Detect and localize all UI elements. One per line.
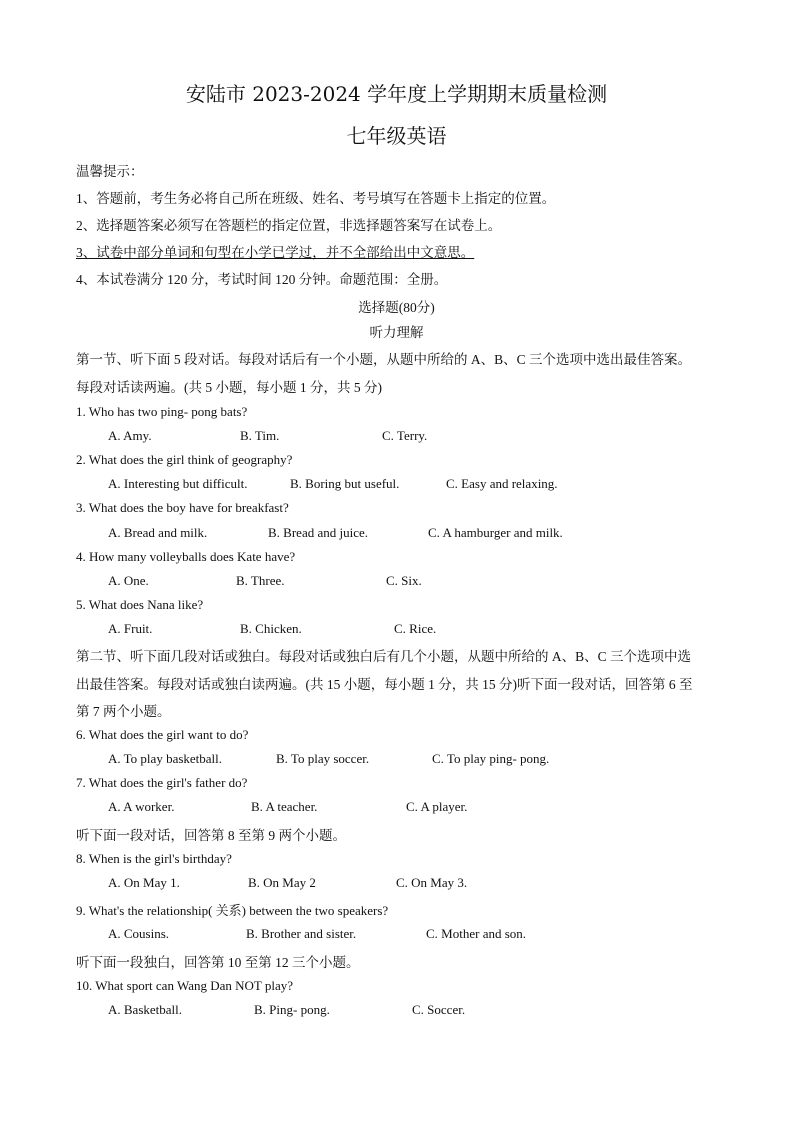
option-b: B. A teacher. xyxy=(251,799,318,814)
option-a: A. Fruit. xyxy=(108,621,153,636)
tip-item: 4、本试卷满分 120 分，考试时间 120 分钟。命题范围：全册。 xyxy=(76,272,448,287)
option-a: A. Cousins. xyxy=(108,926,170,941)
part2-instructions: 第二节、听下面几段对话或独白。每段对话或独白后有几个小题，从题中所给的 A、B、C 三个选项中选 xyxy=(76,649,692,664)
part1-instructions: 每段对话读两遍。(共 5 小题，每小题 1 分，共 5 分) xyxy=(76,380,382,395)
question-text: 2. What does the girl think of geography? xyxy=(76,452,293,467)
option-b: B. Bread and juice. xyxy=(268,525,368,540)
exam-subtitle: 七年级英语 xyxy=(346,124,447,148)
option-c: C. Six. xyxy=(386,573,422,588)
option-b: B. Boring but useful. xyxy=(290,476,400,491)
option-a: A. On May 1. xyxy=(108,875,180,890)
question-text: 8. When is the girl's birthday? xyxy=(76,851,232,866)
option-c: C. Easy and relaxing. xyxy=(446,476,558,491)
listening-note: 听下面一段独白，回答第 10 至第 12 三个小题。 xyxy=(76,955,360,970)
option-c: C. To play ping- pong. xyxy=(432,751,550,766)
part2-instructions: 出最佳答案。每段对话或独白读两遍。(共 15 小题，每小题 1 分，共 15 分)听下面一段对话，回答第 6 至 xyxy=(76,677,693,692)
tips-heading: 温馨提示： xyxy=(76,164,144,179)
option-a: A. One. xyxy=(108,573,149,588)
question-text: 7. What does the girl's father do? xyxy=(76,775,248,790)
option-b: B. Three. xyxy=(236,573,285,588)
question-text: 9. What's the relationship( 关系) between the two speakers? xyxy=(76,903,389,918)
option-a: A. To play basketball. xyxy=(108,751,223,766)
option-c: C. Rice. xyxy=(394,621,437,636)
question-text: 6. What does the girl want to do? xyxy=(76,727,249,742)
question-text: 4. How many volleyballs does Kate have? xyxy=(76,549,296,564)
tip-item: 3、试卷中部分单词和句型在小学已学过，并不全部给出中文意思。 xyxy=(76,245,475,260)
option-c: C. On May 3. xyxy=(396,875,468,890)
option-b: B. On May 2 xyxy=(248,875,316,890)
option-a: A. Interesting but difficult. xyxy=(108,476,248,491)
option-a: A. Amy. xyxy=(108,428,152,443)
option-c: C. Mother and son. xyxy=(426,926,527,941)
question-text: 5. What does Nana like? xyxy=(76,597,204,612)
option-c: C. Terry. xyxy=(382,428,428,443)
tip-item: 2、选择题答案必须写在答题栏的指定位置，非选择题答案写在试卷上。 xyxy=(76,218,502,233)
option-a: A. Bread and milk. xyxy=(108,525,208,540)
option-c: C. A hamburger and milk. xyxy=(428,525,563,540)
option-b: B. Brother and sister. xyxy=(246,926,357,941)
option-b: B. Tim. xyxy=(240,428,280,443)
option-b: B. Chicken. xyxy=(240,621,302,636)
section-sub-label: 听力理解 xyxy=(369,325,424,340)
option-a: A. Basketball. xyxy=(108,1002,183,1017)
question-text: 3. What does the boy have for breakfast? xyxy=(76,500,289,515)
option-b: B. Ping- pong. xyxy=(254,1002,330,1017)
exam-title: 安陆市 2023-2024 学年度上学期期末质量检测 xyxy=(185,82,608,106)
part2-instructions: 第 7 两个小题。 xyxy=(76,704,171,719)
option-c: C. A player. xyxy=(406,799,468,814)
tip-item: 1、答题前，考生务必将自己所在班级、姓名、考号填写在答题卡上指定的位置。 xyxy=(76,191,556,206)
part1-instructions: 第一节、听下面 5 段对话。每段对话后有一个小题，从题中所给的 A、B、C 三个选项中选出最佳答案。 xyxy=(76,352,692,367)
listening-note: 听下面一段对话，回答第 8 至第 9 两个小题。 xyxy=(76,828,346,843)
question-text: 10. What sport can Wang Dan NOT play? xyxy=(76,978,294,993)
option-c: C. Soccer. xyxy=(412,1002,466,1017)
option-b: B. To play soccer. xyxy=(276,751,370,766)
question-text: 1. Who has two ping- pong bats? xyxy=(76,404,248,419)
option-a: A. A worker. xyxy=(108,799,175,814)
section-label: 选择题(80分) xyxy=(358,300,435,315)
